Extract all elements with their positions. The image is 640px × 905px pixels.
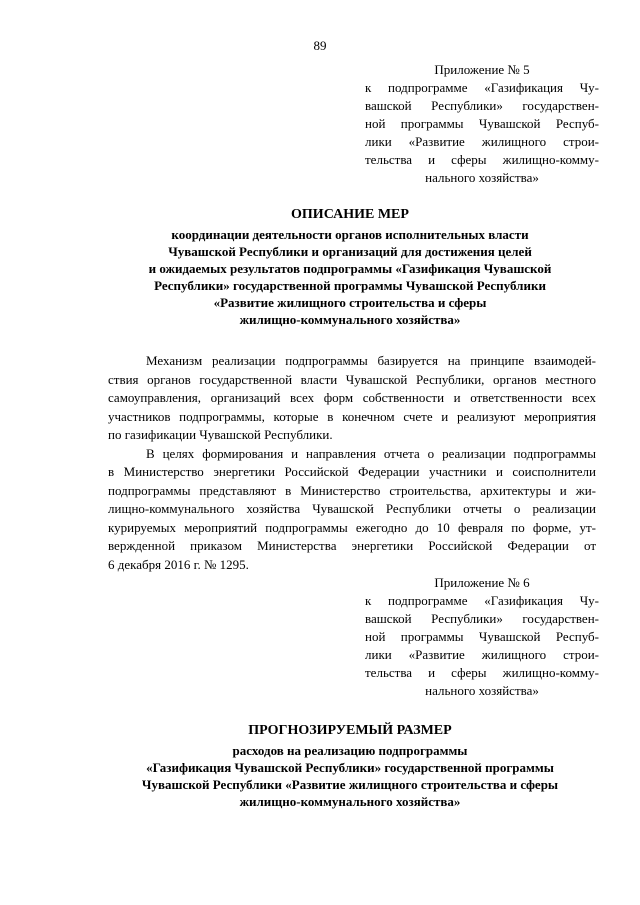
appendix-5-line: тельства и сферы жилищно-комму- [365,152,599,167]
appendix-5-title: Приложение № 5 [434,62,530,77]
section-heading-forecast [80,722,620,810]
appendix-6-note [365,574,599,700]
appendix-6-line: лики «Развитие жилищного строи- [365,647,599,662]
appendix-6-title: Приложение № 6 [434,575,530,590]
heading-subtitle-line: жилищно-коммунального хозяйства» [239,794,461,809]
text-line: лищно-коммунального хозяйства Чувашской Республики отчеты о реализации [108,501,596,516]
appendix-6-line: к подпрограмме «Газификация Чу- [365,593,599,608]
appendix-6-line: ной программы Чувашской Респуб- [365,629,599,644]
appendix-5-note [365,61,599,187]
text-line: по газификации Чувашской Республики. [108,427,333,442]
heading-subtitle-line: Чувашской Республики и организаций для достижения целей [168,244,532,259]
section-heading-measures [80,206,620,328]
paragraph-mechanism [108,352,596,445]
heading-subtitle-line: «Развитие жилищного строительства и сферы [213,295,487,310]
heading-subtitle-line: координации деятельности органов исполнительных власти [171,227,529,242]
text-line: 6 декабря 2016 г. № 1295. [108,556,249,572]
heading-title: ПРОГНОЗИРУЕМЫЙ РАЗМЕР [248,723,452,738]
appendix-6-line: нального хозяйства» [425,683,539,698]
heading-subtitle-line: жилищно-коммунального хозяйства» [239,312,461,327]
body-text [108,352,596,574]
appendix-5-line: вашской Республики» государствен- [365,98,599,113]
page-number: 89 [313,38,327,53]
heading-subtitle-line: Республики» государственной программы Чувашской Республики [154,278,546,293]
heading-subtitle-line: расходов на реализацию подпрограммы [232,743,468,758]
text-line: В целях формирования и направления отчета о реализации подпрограммы [146,445,596,461]
appendix-5-line: ной программы Чувашской Респуб- [365,116,599,131]
text-line: курируемых мероприятий подпрограммы ежегодно до 10 февраля по форме, ут- [108,519,596,535]
paragraph-reporting [108,445,596,575]
appendix-5-line: лики «Развитие жилищного строи- [365,134,599,149]
heading-subtitle-line: Чувашской Республики «Развитие жилищного строительства и сферы [141,777,559,792]
text-line: вержденной приказом Министерства энергетики Российской Федерации от [108,538,596,553]
text-line: Механизм реализации подпрограммы базируется на принципе взаимодей- [146,353,596,368]
appendix-5-line: к подпрограмме «Газификация Чу- [365,80,599,95]
heading-title: ОПИСАНИЕ МЕР [291,207,409,222]
heading-subtitle-line: «Газификация Чувашской Республики» государственной программы [146,760,554,775]
appendix-6-line: вашской Республики» государствен- [365,611,599,626]
heading-subtitle-line: и ожидаемых результатов подпрограммы «Газификация Чувашской [148,261,552,276]
text-line: подпрограммы представляют в Министерство строительства, архитектуры и жи- [108,482,596,498]
appendix-6-line: тельства и сферы жилищно-комму- [365,665,599,680]
appendix-5-line: нального хозяйства» [425,170,539,185]
text-line: самоуправления, организаций всех форм собственности и ответственности всех [108,390,596,405]
text-line: ствия органов государственной власти Чувашской Республики, органов местного [108,371,596,387]
text-line: участников подпрограммы, которые в конечном счете и реализуют мероприятия [108,408,596,424]
text-line: в Министерство энергетики Российской Федерации участники и соисполнители [108,464,596,479]
